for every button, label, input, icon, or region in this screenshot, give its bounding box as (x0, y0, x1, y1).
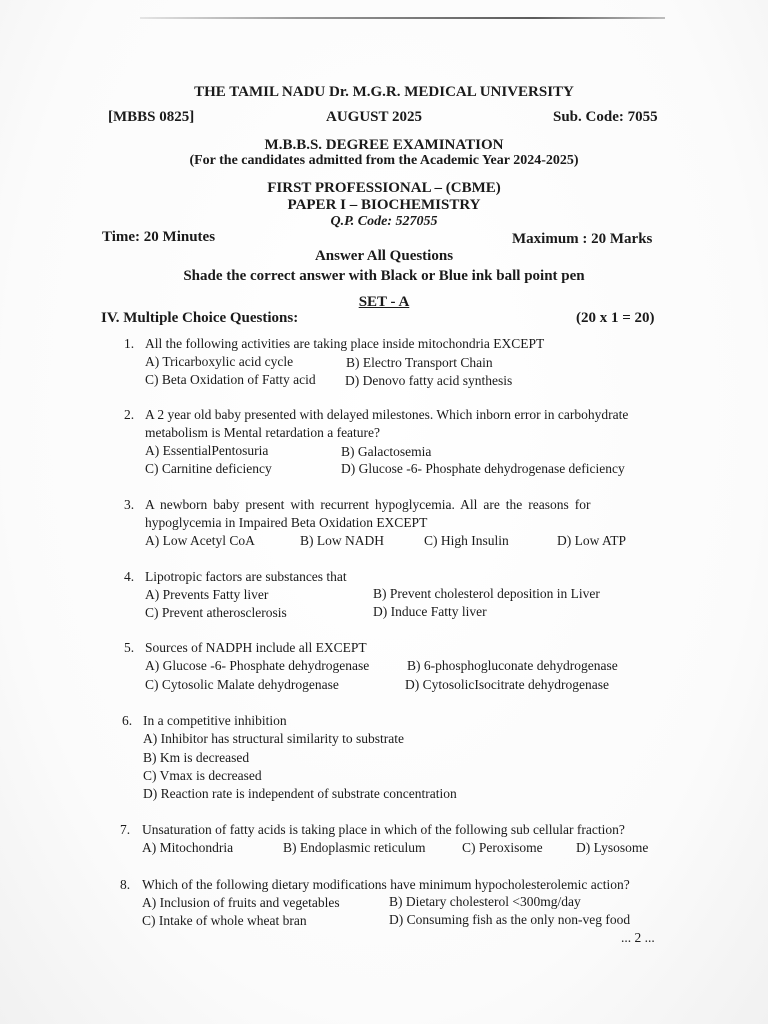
option-c: C) Intake of whole wheat bran (142, 913, 307, 928)
option-b: B) Prevent cholesterol deposition in Liver (373, 586, 600, 601)
question-number: 6. (122, 713, 133, 728)
set-label: SET - A (358, 294, 410, 310)
question-number: 1. (124, 336, 135, 351)
question-text: All the following activities are taking place inside mitochondria EXCEPT (145, 336, 545, 351)
question-number: 3. (124, 497, 135, 512)
option-d: D) Low ATP (557, 533, 627, 548)
question-text-line-2: metabolism is Mental retardation a feature? (145, 425, 381, 440)
option-a: A) Low Acetyl CoA (145, 533, 255, 548)
question-text: Lipotropic factors are substances that (145, 569, 347, 584)
shade-instruction: Shade the correct answer with Black or Blue ink ball point pen (183, 268, 585, 284)
option-d: D) Denovo fatty acid synthesis (345, 373, 513, 388)
option-b: B) Electro Transport Chain (346, 355, 493, 370)
option-c: C) Vmax is decreased (143, 768, 262, 783)
option-c: C) Beta Oxidation of Fatty acid (145, 372, 316, 387)
max-marks: Maximum : 20 Marks (512, 231, 653, 247)
option-b: B) 6-phosphogluconate dehydrogenase (407, 658, 618, 673)
question-text: In a competitive inhibition (143, 713, 287, 728)
question-number: 7. (120, 822, 131, 837)
option-c: C) Prevent atherosclerosis (145, 605, 287, 620)
month-year: AUGUST 2025 (326, 109, 422, 125)
option-a: A) Tricarboxylic acid cycle (145, 354, 294, 369)
option-a: A) Mitochondria (142, 840, 234, 855)
option-a: A) Prevents Fatty liver (145, 587, 269, 602)
section-title: IV. Multiple Choice Questions: (101, 310, 299, 326)
question-text-line-2: hypoglycemia in Impaired Beta Oxidation EXCEPT (145, 515, 428, 530)
option-b: B) Km is decreased (143, 750, 250, 765)
qp-code: Q.P. Code: 527055 (330, 214, 438, 229)
option-b: B) Dietary cholesterol <300mg/day (389, 894, 581, 909)
option-c: C) High Insulin (424, 533, 509, 548)
option-c: C) Cytosolic Malate dehydrogenase (145, 677, 339, 692)
marks-formula: (20 x 1 = 20) (576, 310, 655, 326)
question-text: Which of the following dietary modifications have minimum hypocholesterolemic action? (142, 877, 630, 892)
option-d: D) Consuming fish as the only non-veg food (389, 912, 631, 927)
option-d: D) Induce Fatty liver (373, 604, 487, 619)
degree-title: M.B.B.S. DEGREE EXAMINATION (264, 137, 504, 153)
question-text-line-1: A 2 year old baby presented with delayed milestones. Which inborn error in carbohydrate (145, 407, 629, 422)
question-number: 4. (124, 569, 135, 584)
candidates-note: (For the candidates admitted from the Academic Year 2024-2025) (189, 153, 579, 168)
option-d: D) Reaction rate is independent of substrate concentration (143, 786, 457, 801)
page-continuation: ... 2 ... (621, 930, 655, 945)
option-a: A) EssentialPentosuria (145, 443, 269, 458)
question-number: 8. (120, 877, 131, 892)
option-b: B) Endoplasmic reticulum (283, 840, 426, 855)
time-allowed: Time: 20 Minutes (102, 229, 216, 245)
question-number: 5. (124, 640, 135, 655)
professional-title: FIRST PROFESSIONAL – (CBME) (267, 180, 501, 196)
question-text-line-1: A newborn baby present with recurrent hypoglycemia. All are the reasons for (145, 497, 591, 512)
top-rule (140, 17, 665, 19)
option-b: B) Galactosemia (341, 444, 432, 459)
option-b: B) Low NADH (300, 533, 384, 548)
option-a: A) Inclusion of fruits and vegetables (142, 895, 340, 910)
option-c: C) Carnitine deficiency (145, 461, 272, 476)
answer-all: Answer All Questions (314, 248, 454, 264)
question-text: Unsaturation of fatty acids is taking place in which of the following sub cellular fraction? (142, 822, 625, 837)
paper-title: PAPER I – BIOCHEMISTRY (287, 197, 481, 213)
exam-code: [MBBS 0825] (108, 109, 195, 125)
question-number: 2. (124, 407, 135, 422)
option-d: D) Lysosome (576, 840, 649, 855)
option-d: D) CytosolicIsocitrate dehydrogenase (405, 677, 609, 692)
option-a: A) Inhibitor has structural similarity to substrate (143, 731, 404, 746)
university-title: THE TAMIL NADU Dr. M.G.R. MEDICAL UNIVERSITY (194, 84, 574, 100)
sub-code: Sub. Code: 7055 (553, 109, 658, 125)
option-c: C) Peroxisome (462, 840, 543, 855)
option-a: A) Glucose -6- Phosphate dehydrogenase (145, 658, 370, 673)
question-text: Sources of NADPH include all EXCEPT (145, 640, 367, 655)
option-d: D) Glucose -6- Phosphate dehydrogenase deficiency (341, 461, 625, 476)
